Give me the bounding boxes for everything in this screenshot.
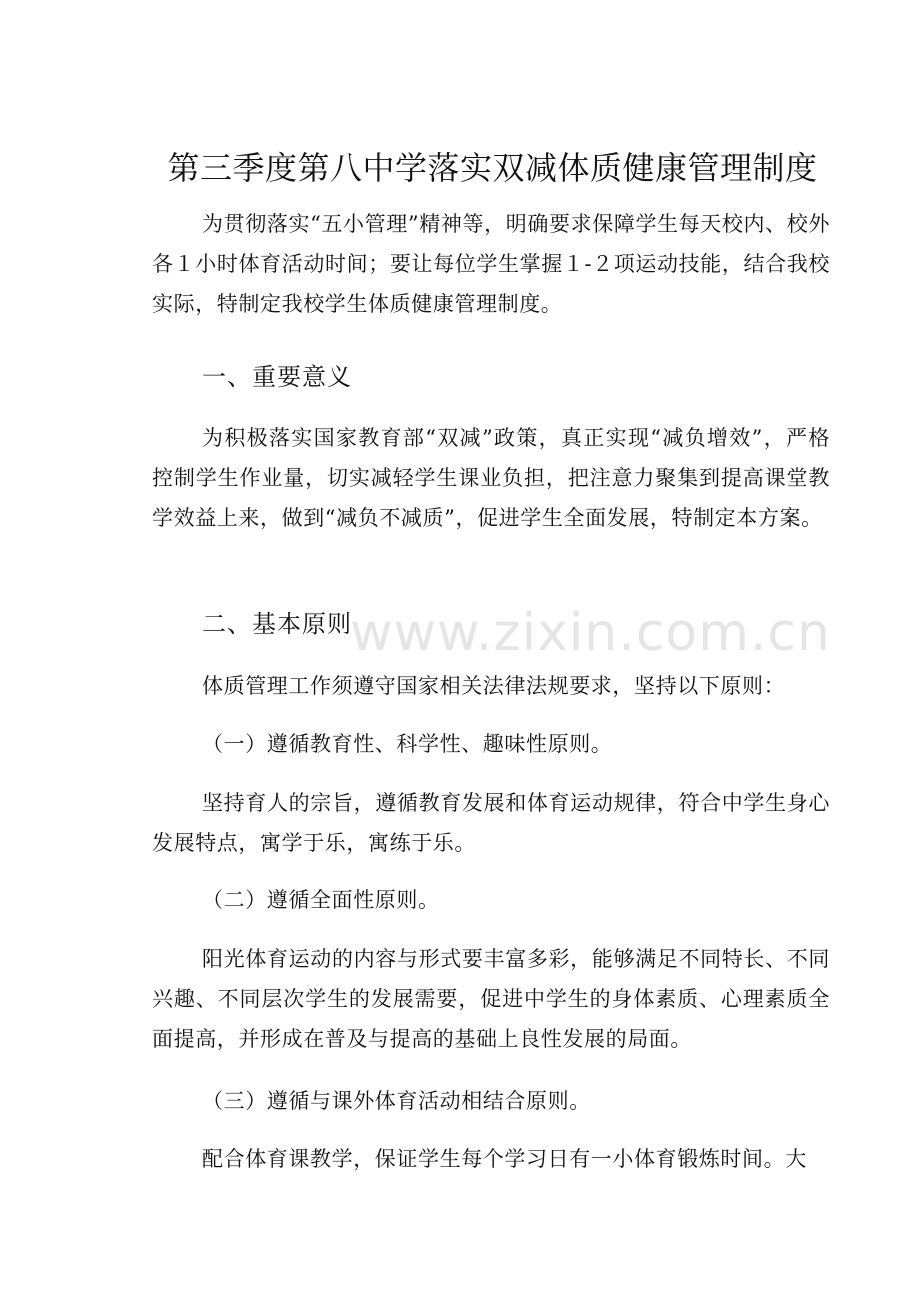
watermark: www.zixin.com.cn	[350, 603, 831, 663]
section-1-paragraph: 为积极落实国家教育部“双减”政策，真正实现“减负增效”，严格控制学生作业量，切实减轻学生课业负担，把注意力聚集到提高课堂教学效益上来，做到“减负不减质”，促进学生全面发展，特制定本方案。	[152, 426, 830, 530]
document-title: 第三季度第八中学落实双减体质健康管理制度	[167, 149, 818, 187]
principle-3-heading: （三）遵循与课外体育活动相结合原则。	[202, 1089, 591, 1113]
principle-2-heading: （二）遵循全面性原则。	[202, 888, 440, 912]
principle-1-heading: （一）遵循教育性、科学性、趣味性原则。	[202, 732, 613, 756]
section-heading-2: 二、基本原则	[202, 610, 352, 638]
principle-3-paragraph: 配合体育课教学，保证学生每个学习日有一小体育锻炼时间。大	[202, 1147, 807, 1171]
intro-paragraph: 为贯彻落实“五小管理”精神等，明确要求保障学生每天校内、校外各１小时体育活动时间；要让每位学生掌握１-２项运动技能，结合我校实际，特制定我校学生体质健康管理制度。	[152, 212, 830, 316]
section-heading-1: 一、重要意义	[202, 363, 352, 391]
section-2-lead: 体质管理工作须遵守国家相关法律法规要求，坚持以下原则：	[202, 674, 786, 698]
principle-2-paragraph: 阳光体育运动的内容与形式要丰富多彩，能够满足不同特长、不同兴趣、不同层次学生的发展需要，促进中学生的身体素质、心理素质全面提高，并形成在普及与提高的基础上良性发展的局面。	[152, 947, 830, 1051]
principle-1-paragraph: 坚持育人的宗旨，遵循教育发展和体育运动规律，符合中学生身心发展特点，寓学于乐，寓练于乐。	[152, 791, 830, 855]
